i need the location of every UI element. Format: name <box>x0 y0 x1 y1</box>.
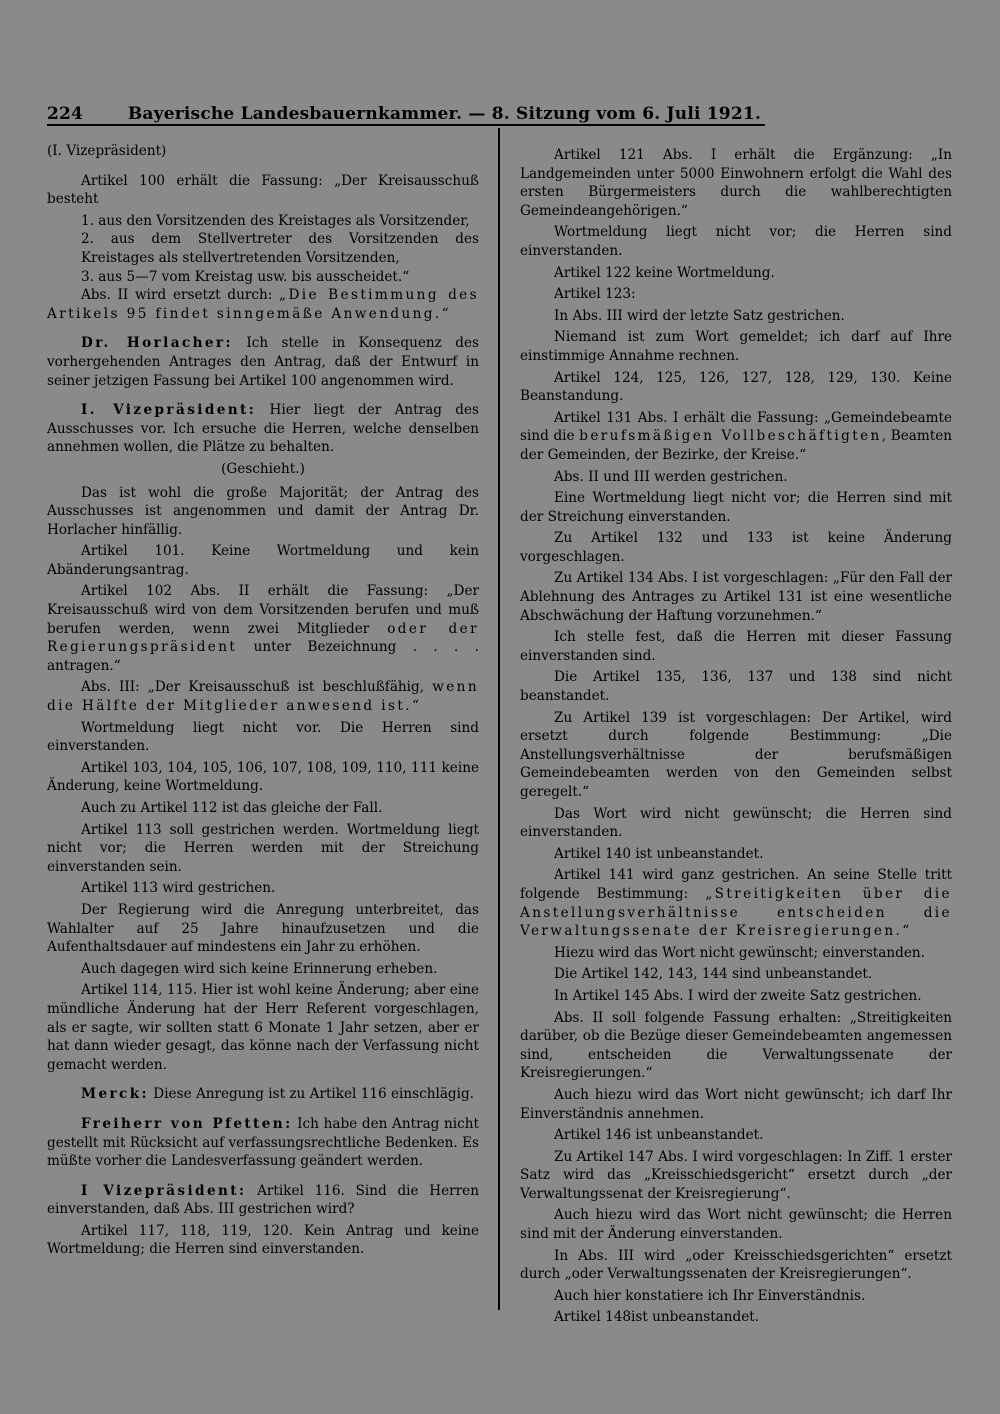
paragraph: Zu Artikel 132 und 133 ist keine Änderung vorgeschlagen. <box>520 530 952 565</box>
paragraph: Das ist wohl die große Majorität; der Antrag des Ausschusses ist angenommen und damit der Antrag Dr. Horlacher hinfällig. <box>47 484 479 538</box>
spaced-text: „Streitigkeiten über die Anstellungsverhältnisse entscheiden die Verwaltungssenate der Kreisregierungen. <box>520 885 952 940</box>
paragraph: Auch hiezu wird das Wort nicht gewünscht; die Herren sind mit der Änderung einverstanden. <box>520 1207 952 1243</box>
text-run: Hier liegt der Antrag des Ausschusses vor. Ich ersuche die Herren, welche denselben annehmen wollen, die Plätze zu behalten. <box>47 402 480 456</box>
paragraph: In Artikel 145 Abs. I wird der zweite Satz gestrichen. <box>554 987 922 1004</box>
text-run: “ <box>902 923 910 940</box>
paragraph: Zu Artikel 134 Abs. I ist vorgeschlagen: „Für den Fall der Ablehnung des Antrages zu Artikel 131 ist eine wesentliche Abschwächung der Haftung vorzunehmen.“ <box>520 570 952 624</box>
paragraph <box>520 409 952 465</box>
text-run: Ich stelle in Konsequenz des vorhergehenden Antrages den Antrag, daß der Entwurf in seiner jetzigen Fassung bei Artikel 100 angenommen wird. <box>47 335 479 389</box>
text-run: Ich habe den Antrag nicht gestellt mit Rücksicht auf verfassungsrechtliche Bedenken. Es müßte vorher die Landesverfassung geändert werden. <box>47 1115 479 1170</box>
paragraph: Der Regierung wird die Anregung unterbreitet, das Wahlalter auf 25 Jahre hinaufzusetzen und die Aufenthaltsdauer auf mindestens ein Jahr zu erhöhen. <box>47 901 479 956</box>
left-column <box>47 142 479 1262</box>
paragraph: Artikel 148ist unbeanstandet. <box>554 1309 760 1326</box>
speaker-name: I Vizepräsident: <box>81 1182 247 1199</box>
paragraph: Das Wort wird nicht gewünscht; die Herren sind einverstanden. <box>520 805 952 841</box>
paragraph: Auch hiezu wird das Wort nicht gewünscht; ich darf Ihr Einverständnis annehmen. <box>520 1086 952 1122</box>
paragraph <box>47 286 479 323</box>
paragraph: Artikel 101. Keine Wortmeldung und kein Abänderungsantrag. <box>47 543 479 578</box>
paragraph: Auch dagegen wird sich keine Erinnerung erheben. <box>81 960 438 977</box>
list-item: 1. aus den Vorsitzenden des Kreistages als Vorsitzender, <box>81 212 470 229</box>
paragraph: Zu Artikel 139 ist vorgeschlagen: Der Artikel, wird ersetzt durch folgende Bestimmung: „Die Anstellungsverhältnisse der berufsmäßigen Gemeindebeamten werden von den Gemeinden selbst geregelt.“ <box>520 709 952 800</box>
paragraph: Artikel 121 Abs. I erhält die Ergänzung: „In Landgemeinden unter 5000 Einwohnern erfolgt die Wahl des ersten Bürgermeisters durch die wahlberechtigten Gemeindeangehörigen.“ <box>520 147 952 219</box>
paragraph: Artikel 103, 104, 105, 106, 107, 108, 109, 110, 111 keine Änderung, keine Wortmeldung. <box>47 759 479 795</box>
text-run: “ <box>411 698 419 715</box>
paragraph: Abs. II und III werden gestrichen. <box>554 468 788 485</box>
text-run: Artikel 102 Abs. II erhält die Fassung: „Der Kreisausschuß wird von dem Vorsitzenden berufen und muß berufen werden, wenn zwei Mitglieder <box>47 583 479 637</box>
speech-paragraph <box>47 1182 479 1219</box>
speaker-name: I. Vizepräsident: <box>81 402 257 419</box>
text-run: Artikel 131 Abs. I erhält die Fassung: „Gemeindebeamte sind die <box>520 409 952 445</box>
paragraph: Artikel 117, 118, 119, 120. Kein Antrag und keine Wortmeldung; die Herren sind einverstanden. <box>47 1222 479 1258</box>
paragraph: Artikel 114, 115. Hier ist wohl keine Änderung; aber eine mündliche Änderung hat der Herr Referent vorgeschlagen, als er sagte, wir sollten statt 6 Monate 1 Jahr setzen, aber er hat dann wieder gesagt, das könne nach der Verfassung nicht gemacht werden. <box>47 982 479 1073</box>
paragraph: Artikel 113 wird gestrichen. <box>81 880 276 897</box>
running-title: Bayerische Landesbauernkammer. — 8. Sitzung vom 6. Juli 1921. <box>127 104 761 124</box>
paragraph: In Abs. III wird „oder Kreisschiedsgerichten“ ersetzt durch „oder Verwaltungssenaten der Kreisregierungen“. <box>520 1247 952 1283</box>
paragraph: Artikel 146 ist unbeanstandet. <box>554 1127 764 1144</box>
speech-paragraph <box>47 1115 479 1171</box>
paragraph: Artikel 123: <box>554 286 636 303</box>
text-run: Abs. III: „Der Kreisausschuß ist beschlußfähig, <box>81 679 433 696</box>
speaker-name: Dr. Horlacher: <box>81 335 233 352</box>
speaker-name: Freiherr von Pfetten: <box>81 1115 293 1132</box>
page-number: 224 <box>47 104 84 124</box>
spaced-text: wenn die Hälfte der Mitglieder anwesend ist. <box>47 679 479 715</box>
paragraph <box>47 678 479 715</box>
paragraph <box>47 582 479 675</box>
paragraph: In Abs. III wird der letzte Satz gestrichen. <box>554 307 845 324</box>
paragraph: Hiezu wird das Wort nicht gewünscht; einverstanden. <box>554 944 925 961</box>
text-run: unter Bezeichnung . . . . antragen.“ <box>47 639 479 674</box>
right-column <box>520 146 952 1330</box>
speech-paragraph <box>47 334 479 390</box>
paragraph: Eine Wortmeldung liegt nicht vor; die Herren sind mit der Streichung einverstanden. <box>520 490 952 525</box>
paragraph: Abs. II soll folgende Fassung erhalten: „Streitigkeiten darüber, ob die Bezüge dieser Gemeindebeamten angemessen sind, entscheiden die Verwaltungssenate der Kreisregierungen.“ <box>520 1009 952 1082</box>
spaced-text: „Die Bestimmung des Artikels 95 findet sinngemäße Anwendung.“ <box>47 287 479 322</box>
paragraph: Wortmeldung liegt nicht vor. Die Herren sind einverstanden. <box>47 719 479 755</box>
paragraph <box>520 866 952 940</box>
spaced-text: berufsmäßigen Vollbeschäftigten <box>579 428 882 445</box>
text-run: Diese Anregung ist zu Artikel 116 einschlägig. <box>148 1086 474 1103</box>
paragraph: Niemand ist zum Wort gemeldet; ich darf auf Ihre einstimmige Annahme rechnen. <box>520 329 952 364</box>
page-header <box>47 98 765 126</box>
paragraph: Artikel 122 keine Wortmeldung. <box>554 264 775 281</box>
paragraph: Ich stelle fest, daß die Herren mit dieser Fassung einverstanden sind. <box>520 629 952 664</box>
paragraph: Zu Artikel 147 Abs. I wird vorgeschlagen: In Ziff. 1 erster Satz wird das „Kreisschiedsgericht“ ersetzt durch „der Verwaltungssenat der Kreisregierung“. <box>520 1148 952 1202</box>
speech-paragraph <box>47 401 479 457</box>
text-run: Artikel 116. Sind die Herren einverstanden, daß Abs. III gestrichen wird? <box>47 1182 479 1218</box>
paragraph: Auch hier konstatiere ich Ihr Einverständnis. <box>554 1287 866 1304</box>
text-run: Artikel 141 wird ganz gestrichen. An seine Stelle tritt folgende Bestimmung: <box>520 867 952 902</box>
column-divider <box>498 128 500 1310</box>
text-run: , Beamten der Gemeinden, der Bezirke, der Kreise.“ <box>520 428 952 463</box>
paragraph: Wortmeldung liegt nicht vor; die Herren sind einverstanden. <box>520 224 952 259</box>
paragraph: Die Artikel 135, 136, 137 und 138 sind nicht beanstandet. <box>520 669 952 705</box>
paragraph: Artikel 100 erhält die Fassung: „Der Kreisausschuß besteht <box>47 172 479 208</box>
speaker-name: Merck: <box>81 1086 149 1103</box>
paragraph: Die Artikel 142, 143, 144 sind unbeanstandet. <box>554 966 873 983</box>
spaced-text: oder der Regierungspräsident <box>47 620 479 656</box>
stage-direction: (Geschieht.) <box>221 460 305 477</box>
speech-paragraph <box>47 1085 479 1104</box>
paragraph: Artikel 140 ist unbeanstandet. <box>554 845 764 862</box>
paragraph: Artikel 113 soll gestrichen werden. Wortmeldung liegt nicht vor; die Herren werden mit der Streichung einverstanden sein. <box>47 821 479 875</box>
paragraph: Artikel 124, 125, 126, 127, 128, 129, 130. Keine Beanstandung. <box>520 369 952 405</box>
list-item: 3. aus 5—7 vom Kreistag usw. bis ausscheidet.“ <box>81 268 410 285</box>
list-item: 2. aus dem Stellvertreter des Vorsitzenden des Kreistages als stellvertretenden Vorsitzenden, <box>81 231 479 266</box>
text-run: Abs. II wird ersetzt durch: <box>81 287 280 304</box>
paragraph: Auch zu Artikel 112 ist das gleiche der Fall. <box>81 800 383 816</box>
speaker-reference: (I. Vizepräsident) <box>47 143 167 159</box>
